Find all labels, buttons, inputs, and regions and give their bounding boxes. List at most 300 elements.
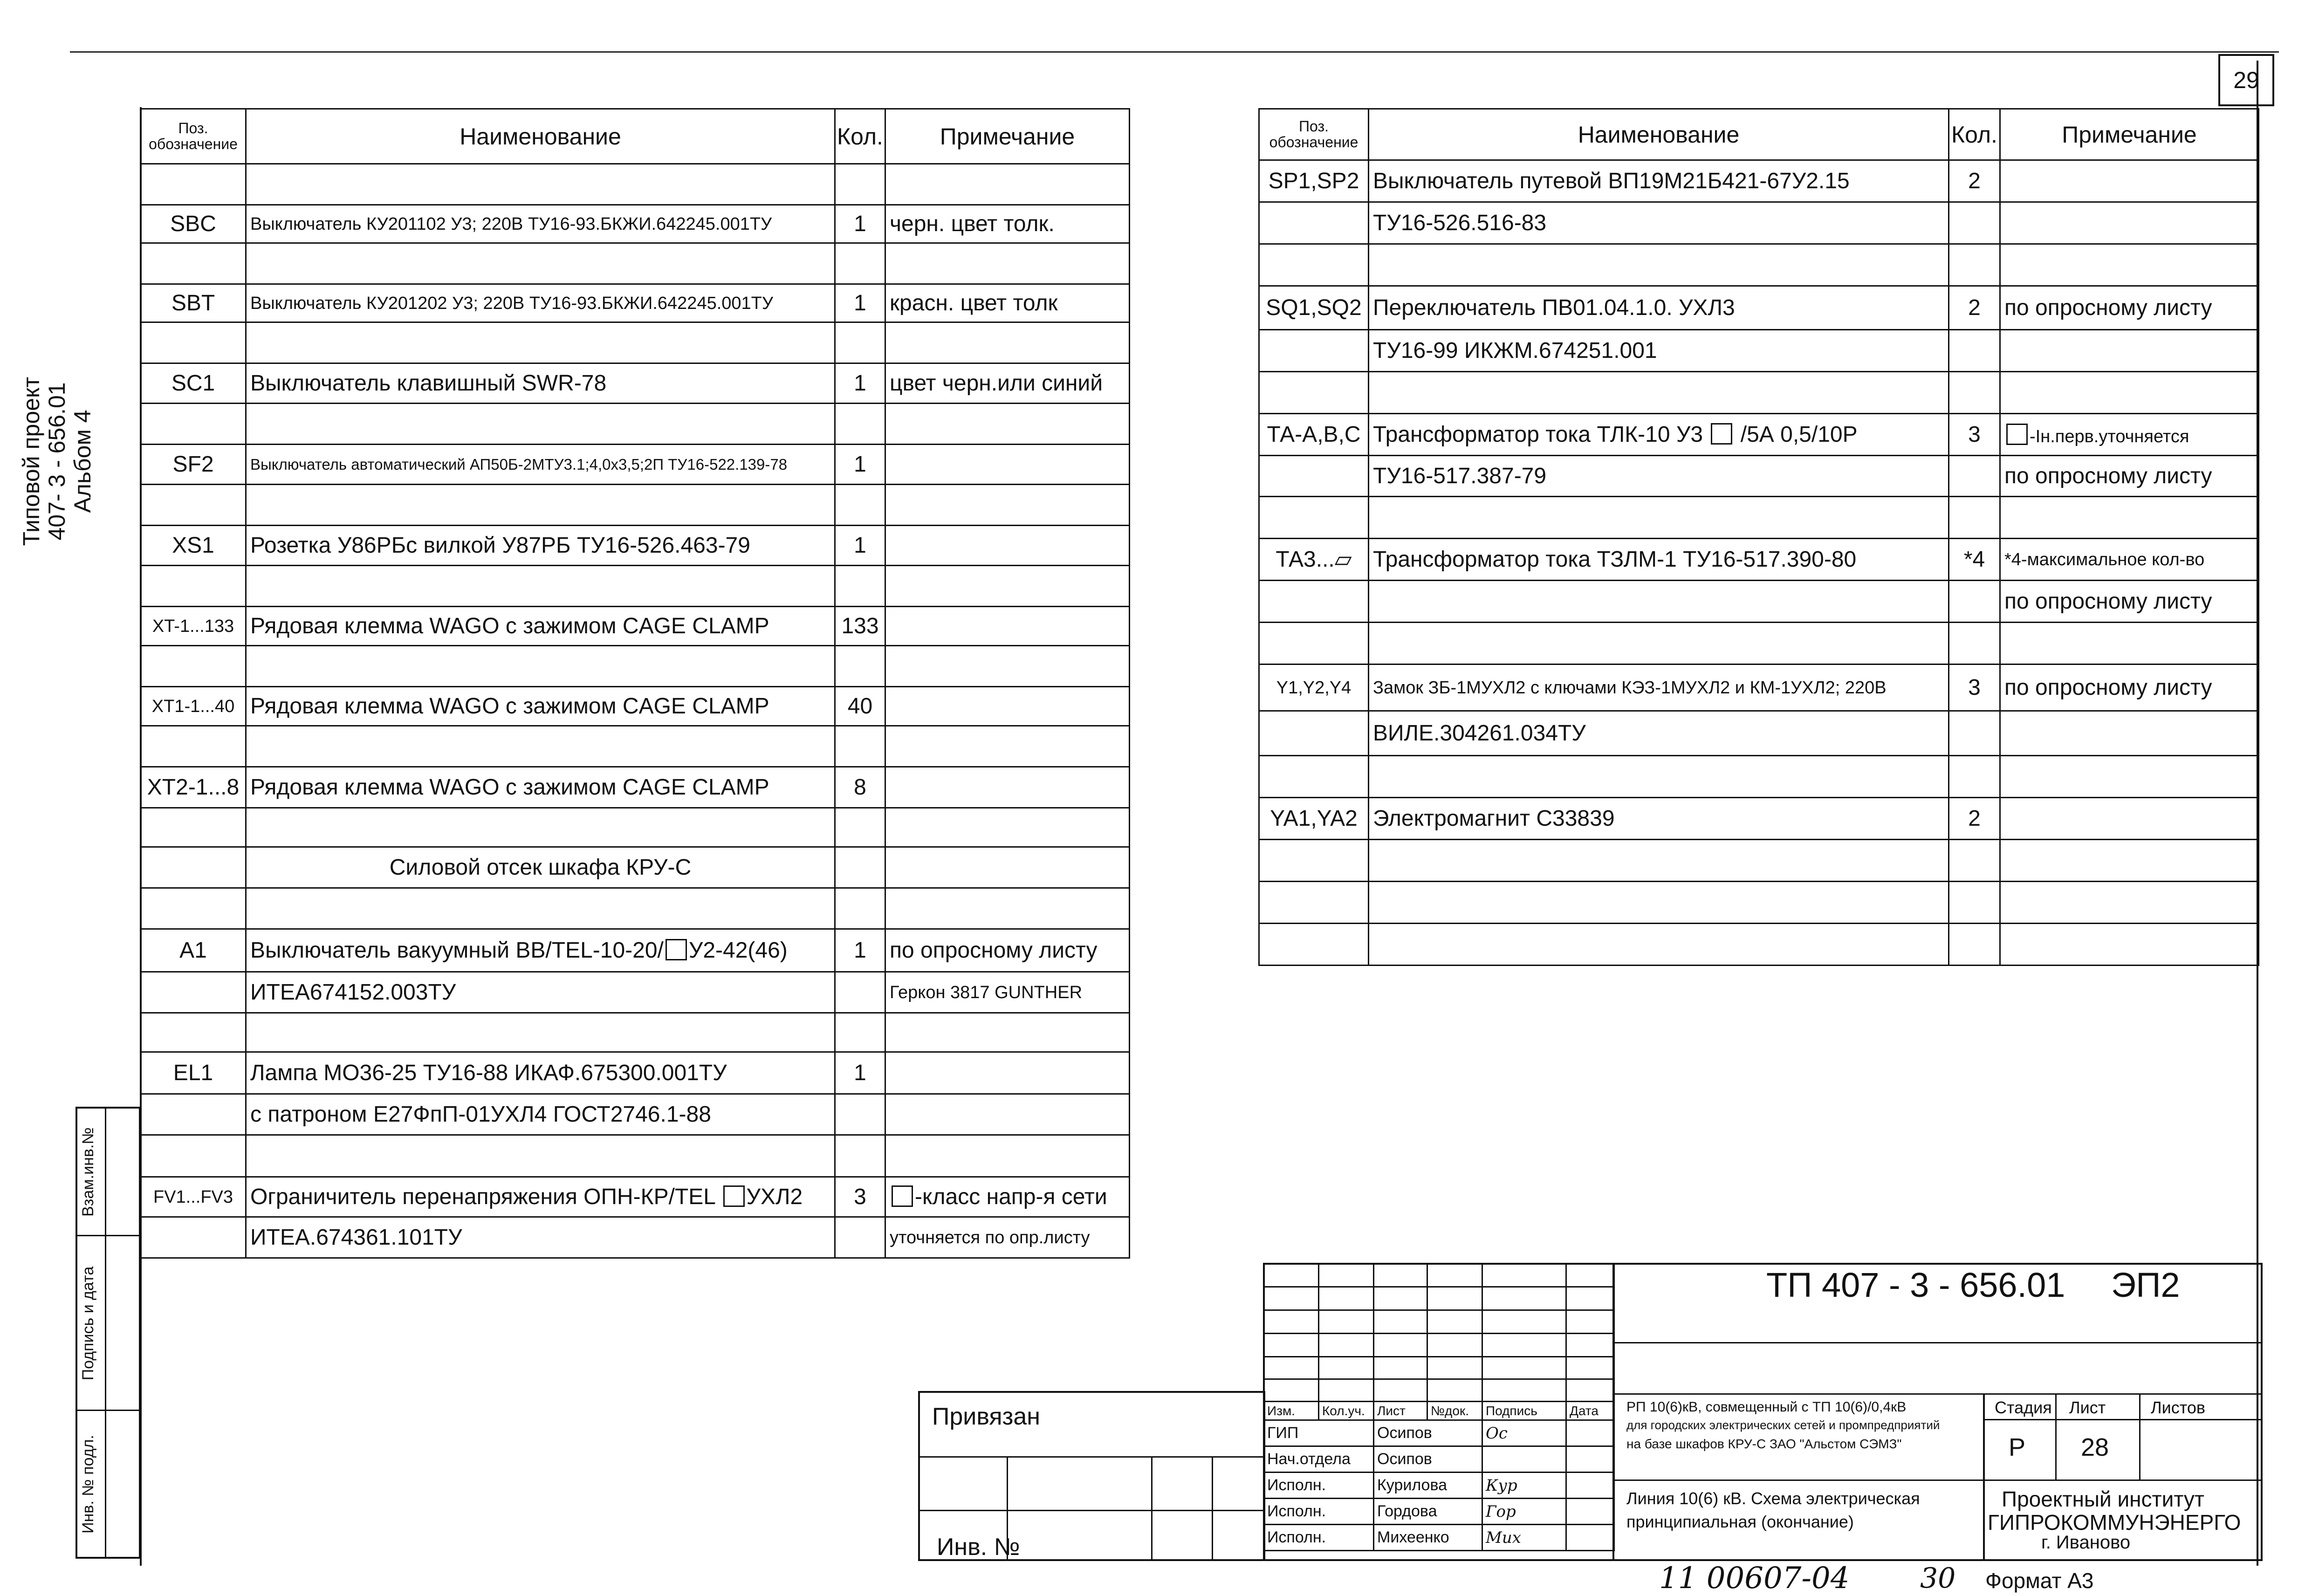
left-strip-h1 bbox=[75, 1235, 141, 1236]
left-cell-name bbox=[246, 243, 835, 284]
left-row bbox=[141, 687, 1130, 726]
left-row bbox=[141, 404, 1130, 445]
stamp-role: ГИП bbox=[1264, 1420, 1374, 1446]
left-cell-note bbox=[885, 566, 1130, 607]
sheet-number-box bbox=[2218, 54, 2274, 106]
right-cell-note: по опросному листу bbox=[2000, 581, 2259, 623]
left-cell-note: по опросному листу bbox=[885, 929, 1130, 972]
stamp-grid-cell bbox=[1374, 1334, 1427, 1357]
left-cell-note bbox=[885, 847, 1130, 888]
right-row bbox=[1259, 756, 2259, 798]
right-cell-pos bbox=[1259, 244, 1369, 286]
stamp-grid-cell bbox=[1482, 1264, 1566, 1287]
stamp-title2: для городских электрических сетей и промпредприятий bbox=[1626, 1418, 1940, 1432]
left-row bbox=[141, 1177, 1130, 1217]
stamp-grid-row bbox=[1264, 1264, 1614, 1287]
left-cell-name bbox=[246, 646, 835, 687]
left-cell-note: уточняется по опр.листу bbox=[885, 1217, 1130, 1258]
stamp-role-row bbox=[1264, 1473, 1614, 1499]
left-cell-note bbox=[885, 1013, 1130, 1052]
stamp-grid-row bbox=[1264, 1334, 1614, 1357]
stamp-grid-cell bbox=[1482, 1287, 1566, 1310]
left-cell-pos bbox=[141, 972, 246, 1013]
left-cell-pos: SF2 bbox=[141, 445, 246, 485]
right-cell-note bbox=[2000, 330, 2259, 372]
right-cell-name: Выключатель путевой ВП19М21Б421-67У2.15 bbox=[1369, 160, 1949, 202]
left-cell-note bbox=[885, 1135, 1130, 1177]
right-cell-pos bbox=[1259, 372, 1369, 414]
stamp-stage-v2 bbox=[2139, 1393, 2140, 1480]
right-cell-pos: ТА3...▱ bbox=[1259, 539, 1369, 581]
right-cell-pos bbox=[1259, 756, 1369, 798]
left-row bbox=[141, 205, 1130, 243]
right-cell-note bbox=[2000, 244, 2259, 286]
stamp-signature: Гор bbox=[1482, 1499, 1566, 1525]
right-cell-qty bbox=[1949, 456, 2000, 497]
left-cell-pos: SBC bbox=[141, 205, 246, 243]
right-cell-name: Переключатель ПВ01.04.1.0. УХЛ3 bbox=[1369, 286, 1949, 330]
left-cell-pos bbox=[141, 164, 246, 205]
stamp-grid-cell bbox=[1427, 1310, 1482, 1334]
stamp-org3: г. Иваново bbox=[2041, 1532, 2131, 1553]
left-cell-note: черн. цвет толк. bbox=[885, 205, 1130, 243]
left-cell-note bbox=[885, 404, 1130, 445]
right-row bbox=[1259, 539, 2259, 581]
stamp-stage-v1 bbox=[2055, 1393, 2057, 1480]
stamp-role: Исполн. bbox=[1264, 1473, 1374, 1499]
left-cell-note bbox=[885, 888, 1130, 929]
right-cell-pos bbox=[1259, 711, 1369, 756]
header-note: Примечание bbox=[885, 109, 1130, 164]
left-cell-pos bbox=[141, 566, 246, 607]
checkbox-glyph bbox=[2006, 424, 2028, 445]
right-cell-qty: 2 bbox=[1949, 160, 2000, 202]
left-cell-pos: EL1 bbox=[141, 1052, 246, 1094]
stamp-date bbox=[1566, 1446, 1614, 1473]
left-cell-name: Рядовая клемма WAGO с зажимом CAGE CLAMP bbox=[246, 687, 835, 726]
right-row bbox=[1259, 581, 2259, 623]
stamp-role-row bbox=[1264, 1420, 1614, 1446]
left-cell-name: ИТЕА.674361.101ТУ bbox=[246, 1217, 835, 1258]
right-cell-note bbox=[2000, 798, 2259, 840]
left-cell-pos: XT-1...133 bbox=[141, 607, 246, 646]
stamp-person: Михеенко bbox=[1374, 1525, 1482, 1551]
left-cell-name: Выключатель автоматический АП50Б-2МТУ3.1;4,0х3,5;2П ТУ16-522.139-78 bbox=[246, 445, 835, 485]
left-cell-pos: FV1...FV3 bbox=[141, 1177, 246, 1217]
right-cell-name: ТУ16-99 ИКЖМ.674251.001 bbox=[1369, 330, 1949, 372]
stamp-stage: Р bbox=[2009, 1433, 2026, 1461]
stamp-header-row bbox=[1264, 1402, 1614, 1420]
right-cell-name bbox=[1369, 924, 1949, 966]
left-cell-pos bbox=[141, 243, 246, 284]
left-row bbox=[141, 929, 1130, 972]
left-cell-note bbox=[885, 607, 1130, 646]
right-row bbox=[1259, 244, 2259, 286]
left-row bbox=[141, 888, 1130, 929]
right-cell-qty bbox=[1949, 840, 2000, 882]
stamp-grid-cell bbox=[1427, 1287, 1482, 1310]
stamp-grid-row bbox=[1264, 1357, 1614, 1379]
stamp-signature bbox=[1482, 1446, 1566, 1473]
left-cell-qty bbox=[835, 1013, 885, 1052]
header-name: Наименование bbox=[246, 109, 835, 164]
right-row bbox=[1259, 286, 2259, 330]
left-cell-name: Лампа МО36-25 ТУ16-88 ИКАФ.675300.001ТУ bbox=[246, 1052, 835, 1094]
left-cell-name bbox=[246, 888, 835, 929]
left-cell-qty bbox=[835, 485, 885, 526]
right-cell-name bbox=[1369, 623, 1949, 664]
stamp-grid-cell bbox=[1427, 1357, 1482, 1379]
stamp-mid-line bbox=[1612, 1393, 2263, 1395]
right-cell-name bbox=[1369, 372, 1949, 414]
left-row bbox=[141, 726, 1130, 767]
right-cell-qty: 3 bbox=[1949, 664, 2000, 711]
left-cell-note bbox=[885, 1052, 1130, 1094]
stamp-person: Осипов bbox=[1374, 1420, 1482, 1446]
stamp-role-row bbox=[1264, 1499, 1614, 1525]
left-spec-table bbox=[140, 108, 1130, 1259]
stamp-grid-cell bbox=[1374, 1310, 1427, 1334]
header-pos: Поз. обозначение bbox=[141, 109, 246, 164]
header-pos-r: Поз. обозначение bbox=[1259, 109, 1369, 160]
left-cell-qty: 1 bbox=[835, 929, 885, 972]
left-cell-qty: 1 bbox=[835, 526, 885, 566]
left-cell-qty bbox=[835, 646, 885, 687]
left-cell-qty bbox=[835, 566, 885, 607]
right-cell-note: по опросному листу bbox=[2000, 664, 2259, 711]
left-row bbox=[141, 243, 1130, 284]
left-row bbox=[141, 566, 1130, 607]
left-cell-name bbox=[246, 726, 835, 767]
stamp-grid-cell bbox=[1566, 1264, 1614, 1287]
left-cell-qty bbox=[835, 404, 885, 445]
stamp-person: Гордова bbox=[1374, 1499, 1482, 1525]
right-row bbox=[1259, 160, 2259, 202]
stamp-grid-cell bbox=[1319, 1379, 1374, 1402]
right-cell-name: Замок ЗБ-1МУХЛ2 с ключами КЭЗ-1МУХЛ2 и КМ-1УХЛ2; 220В bbox=[1369, 664, 1949, 711]
stamp-role: Исполн. bbox=[1264, 1499, 1374, 1525]
checkbox-glyph bbox=[1711, 423, 1732, 445]
right-cell-note bbox=[2000, 711, 2259, 756]
left-cell-qty bbox=[835, 322, 885, 363]
left-cell-pos bbox=[141, 322, 246, 363]
left-cell-qty: 1 bbox=[835, 1052, 885, 1094]
stamp-sheets-label: Листов bbox=[2151, 1398, 2205, 1417]
strip-podpis: Подпись и дата bbox=[79, 1266, 97, 1381]
right-cell-name bbox=[1369, 756, 1949, 798]
left-row bbox=[141, 1094, 1130, 1135]
left-cell-pos bbox=[141, 1013, 246, 1052]
stamp-grid-row bbox=[1264, 1287, 1614, 1310]
stamp-role-row bbox=[1264, 1525, 1614, 1551]
privyazan-v3 bbox=[1212, 1456, 1213, 1561]
left-cell-name: Выключатель КУ201102 У3; 220В ТУ16-93.БКЖИ.642245.001ТУ bbox=[246, 205, 835, 243]
left-cell-name bbox=[246, 404, 835, 445]
left-cell-note bbox=[885, 808, 1130, 847]
checkbox-glyph bbox=[892, 1185, 913, 1207]
stamp-desc1: Линия 10(6) кВ. Схема электрическая bbox=[1626, 1489, 1920, 1508]
right-cell-name: Электромагнит С33839 bbox=[1369, 798, 1949, 840]
left-cell-qty: 40 bbox=[835, 687, 885, 726]
stamp-grid-cell bbox=[1482, 1379, 1566, 1402]
left-row bbox=[141, 847, 1130, 888]
right-row bbox=[1259, 414, 2259, 456]
left-cell-note bbox=[885, 164, 1130, 205]
left-cell-note bbox=[885, 526, 1130, 566]
right-cell-note: по опросному листу bbox=[2000, 286, 2259, 330]
right-cell-pos: YA1,YA2 bbox=[1259, 798, 1369, 840]
right-row bbox=[1259, 711, 2259, 756]
right-header-row bbox=[1259, 109, 2259, 160]
left-cell-qty bbox=[835, 808, 885, 847]
right-cell-note bbox=[2000, 882, 2259, 924]
left-cell-name: Выключатель клавишный SWR-78 bbox=[246, 363, 835, 404]
left-row bbox=[141, 1052, 1130, 1094]
left-cell-name: Рядовая клемма WAGO с зажимом CAGE CLAMP bbox=[246, 607, 835, 646]
right-cell-qty bbox=[1949, 711, 2000, 756]
right-cell-name bbox=[1369, 882, 1949, 924]
right-cell-qty: *4 bbox=[1949, 539, 2000, 581]
stamp-code-row-line bbox=[1612, 1342, 2263, 1343]
left-cell-note: цвет черн.или синий bbox=[885, 363, 1130, 404]
side-title bbox=[19, 322, 121, 601]
right-row bbox=[1259, 882, 2259, 924]
stamp-grid-cell bbox=[1264, 1287, 1319, 1310]
right-cell-note: по опросному листу bbox=[2000, 456, 2259, 497]
left-cell-note bbox=[885, 1094, 1130, 1135]
left-row bbox=[141, 808, 1130, 847]
right-cell-pos bbox=[1259, 330, 1369, 372]
stamp-code: ТП 407 - 3 - 656.01 bbox=[1766, 1266, 2065, 1304]
left-cell-qty bbox=[835, 1135, 885, 1177]
checkbox-glyph bbox=[665, 939, 687, 960]
stamp-header-cell: Лист bbox=[1374, 1402, 1427, 1420]
stamp-signature: Мих bbox=[1482, 1525, 1566, 1551]
left-row bbox=[141, 164, 1130, 205]
left-cell-qty bbox=[835, 1094, 885, 1135]
right-row bbox=[1259, 664, 2259, 711]
right-cell-pos bbox=[1259, 924, 1369, 966]
left-row bbox=[141, 767, 1130, 808]
stamp-grid-cell bbox=[1374, 1287, 1427, 1310]
stamp-grid-cell bbox=[1482, 1310, 1566, 1334]
strip-zam: Взам.инв.№ bbox=[79, 1127, 97, 1217]
header-note-r: Примечание bbox=[2000, 109, 2259, 160]
right-cell-qty: 2 bbox=[1949, 798, 2000, 840]
left-cell-name bbox=[246, 322, 835, 363]
stamp-date bbox=[1566, 1525, 1614, 1551]
right-cell-note bbox=[2000, 202, 2259, 244]
right-cell-note: *4-максимальное кол-во bbox=[2000, 539, 2259, 581]
stamp-org-v bbox=[1983, 1480, 1985, 1561]
left-cell-pos: XT1-1...40 bbox=[141, 687, 246, 726]
right-cell-note bbox=[2000, 372, 2259, 414]
right-row bbox=[1259, 924, 2259, 966]
right-cell-qty bbox=[1949, 581, 2000, 623]
left-cell-pos bbox=[141, 1217, 246, 1258]
right-cell-note bbox=[2000, 160, 2259, 202]
right-row bbox=[1259, 840, 2259, 882]
left-cell-name bbox=[246, 566, 835, 607]
stamp-desc2: принципиальная (окончание) bbox=[1626, 1512, 1854, 1531]
left-cell-qty: 1 bbox=[835, 445, 885, 485]
stamp-grid-cell bbox=[1264, 1310, 1319, 1334]
stamp-header-cell: Дата bbox=[1566, 1402, 1614, 1420]
stamp-sheet: 28 bbox=[2081, 1433, 2109, 1461]
right-spec-table bbox=[1258, 108, 2259, 966]
right-row bbox=[1259, 497, 2259, 539]
side-title-line1: Типовой проект bbox=[18, 377, 44, 546]
left-cell-qty bbox=[835, 1217, 885, 1258]
left-cell-note bbox=[885, 767, 1130, 808]
header-qty-r: Кол. bbox=[1949, 109, 2000, 160]
right-cell-pos bbox=[1259, 456, 1369, 497]
left-cell-qty: 8 bbox=[835, 767, 885, 808]
left-row bbox=[141, 1013, 1130, 1052]
left-cell-pos: XT2-1...8 bbox=[141, 767, 246, 808]
left-cell-qty: 1 bbox=[835, 205, 885, 243]
left-cell-pos: XS1 bbox=[141, 526, 246, 566]
right-cell-qty bbox=[1949, 497, 2000, 539]
left-row bbox=[141, 284, 1130, 322]
stamp-header-cell: №док. bbox=[1427, 1402, 1482, 1420]
left-cell-qty bbox=[835, 888, 885, 929]
right-cell-pos bbox=[1259, 202, 1369, 244]
right-row bbox=[1259, 330, 2259, 372]
right-cell-qty bbox=[1949, 756, 2000, 798]
stamp-stage-h bbox=[1983, 1419, 2263, 1420]
right-cell-name: ВИЛЕ.304261.034ТУ bbox=[1369, 711, 1949, 756]
right-cell-pos: Y1,Y2,Y4 bbox=[1259, 664, 1369, 711]
stamp-grid-cell bbox=[1482, 1357, 1566, 1379]
stamp-grid-row bbox=[1264, 1310, 1614, 1334]
left-cell-qty bbox=[835, 164, 885, 205]
stamp-grid-cell bbox=[1319, 1287, 1374, 1310]
privyazan-inv: Инв. № bbox=[937, 1534, 1020, 1561]
stamp-grid-cell bbox=[1566, 1379, 1614, 1402]
stamp-grid-cell bbox=[1319, 1334, 1374, 1357]
stamp-grid-cell bbox=[1264, 1334, 1319, 1357]
stamp-signature: Ос bbox=[1482, 1420, 1566, 1446]
stamp-role: Исполн. bbox=[1264, 1525, 1374, 1551]
right-cell-qty bbox=[1949, 244, 2000, 286]
left-cell-pos bbox=[141, 808, 246, 847]
side-title-line3: Альбом 4 bbox=[69, 410, 96, 513]
stamp-date bbox=[1566, 1420, 1614, 1446]
header-qty: Кол. bbox=[835, 109, 885, 164]
sheet-number: 29 bbox=[2233, 67, 2259, 93]
left-cell-name: Рядовая клемма WAGO с зажимом CAGE CLAMP bbox=[246, 767, 835, 808]
left-cell-pos bbox=[141, 646, 246, 687]
privyazan-h1 bbox=[918, 1456, 1265, 1458]
left-cell-qty: 1 bbox=[835, 284, 885, 322]
strip-inv: Инв. № подл. bbox=[79, 1435, 97, 1534]
left-cell-pos bbox=[141, 404, 246, 445]
left-cell-name: Выключатель КУ201202 У3; 220В ТУ16-93.БКЖИ.642245.001ТУ bbox=[246, 284, 835, 322]
right-row bbox=[1259, 372, 2259, 414]
stamp-date bbox=[1566, 1473, 1614, 1499]
right-cell-qty bbox=[1949, 372, 2000, 414]
left-cell-pos: A1 bbox=[141, 929, 246, 972]
left-cell-note bbox=[885, 687, 1130, 726]
stamp-title3: на базе шкафов КРУ-С ЗАО "Альстом СЭМЗ" bbox=[1626, 1437, 1902, 1451]
stamp-person: Осипов bbox=[1374, 1446, 1482, 1473]
left-cell-note: красн. цвет толк bbox=[885, 284, 1130, 322]
right-cell-name bbox=[1369, 497, 1949, 539]
right-cell-note bbox=[2000, 924, 2259, 966]
stamp-grid-cell bbox=[1427, 1334, 1482, 1357]
footer-format: Формат А3 bbox=[1985, 1569, 2094, 1593]
stamp-grid-cell bbox=[1566, 1334, 1614, 1357]
left-cell-note bbox=[885, 322, 1130, 363]
left-cell-pos bbox=[141, 1135, 246, 1177]
left-cell-qty bbox=[835, 726, 885, 767]
right-cell-pos bbox=[1259, 497, 1369, 539]
left-cell-qty bbox=[835, 243, 885, 284]
left-cell-pos: SBT bbox=[141, 284, 246, 322]
stamp-header-cell: Изм. bbox=[1264, 1402, 1319, 1420]
left-cell-name bbox=[246, 485, 835, 526]
right-cell-name: Трансформатор тока ТЛК-10 У3 /5А 0,5/10Р bbox=[1369, 414, 1949, 456]
right-cell-name: Трансформатор тока ТЗЛМ-1 ТУ16-517.390-80 bbox=[1369, 539, 1949, 581]
left-cell-pos bbox=[141, 726, 246, 767]
privyazan-h2 bbox=[918, 1510, 1265, 1511]
stamp-org2: ГИПРОКОММУНЭНЕРГО bbox=[1988, 1510, 2241, 1534]
left-cell-name: с патроном Е27ФпП-01УХЛ4 ГОСТ2746.1-88 bbox=[246, 1094, 835, 1135]
stamp-signature: Кур bbox=[1482, 1473, 1566, 1499]
left-row bbox=[141, 1217, 1130, 1258]
stamp-grid-cell bbox=[1319, 1357, 1374, 1379]
checkbox-glyph bbox=[723, 1185, 745, 1207]
side-title-line2: 407- 3 - 656.01 bbox=[44, 382, 70, 541]
left-cell-note bbox=[885, 726, 1130, 767]
left-cell-name: Розетка У86РБс вилкой У87РБ ТУ16-526.463-79 bbox=[246, 526, 835, 566]
privyazan-v2 bbox=[1151, 1456, 1153, 1561]
right-cell-qty: 3 bbox=[1949, 414, 2000, 456]
left-row bbox=[141, 526, 1130, 566]
stamp-header-cell: Подпись bbox=[1482, 1402, 1566, 1420]
left-row bbox=[141, 485, 1130, 526]
stamp-grid-cell bbox=[1264, 1357, 1319, 1379]
stamp-grid-cell bbox=[1264, 1264, 1319, 1287]
right-cell-qty bbox=[1949, 882, 2000, 924]
stamp-org1: Проектный институт bbox=[2002, 1487, 2204, 1511]
right-cell-pos bbox=[1259, 581, 1369, 623]
left-cell-name bbox=[246, 164, 835, 205]
stamp-sheet-label: Лист bbox=[2069, 1398, 2106, 1417]
stamp-grid-cell bbox=[1427, 1379, 1482, 1402]
stamp-header-cell: Кол.уч. bbox=[1319, 1402, 1374, 1420]
stamp-grid-cell bbox=[1374, 1379, 1427, 1402]
stamp-grid-cell bbox=[1566, 1310, 1614, 1334]
stamp-title1: РП 10(6)кВ, совмещенный с ТП 10(6)/0,4кВ bbox=[1626, 1399, 1907, 1415]
stamp-grid-cell bbox=[1482, 1334, 1566, 1357]
privyazan-label: Привязан bbox=[932, 1403, 1041, 1430]
stamp-grid-row bbox=[1264, 1379, 1614, 1402]
stamp-grid-cell bbox=[1374, 1264, 1427, 1287]
left-cell-note bbox=[885, 243, 1130, 284]
right-row bbox=[1259, 202, 2259, 244]
left-cell-note bbox=[885, 445, 1130, 485]
right-cell-note bbox=[2000, 623, 2259, 664]
right-cell-pos: SP1,SP2 bbox=[1259, 160, 1369, 202]
right-cell-pos bbox=[1259, 882, 1369, 924]
right-cell-pos: ТА-А,В,С bbox=[1259, 414, 1369, 456]
right-cell-note bbox=[2000, 497, 2259, 539]
stamp-role-row bbox=[1264, 1446, 1614, 1473]
stamp-grid-cell bbox=[1319, 1264, 1374, 1287]
right-cell-qty: 2 bbox=[1949, 286, 2000, 330]
